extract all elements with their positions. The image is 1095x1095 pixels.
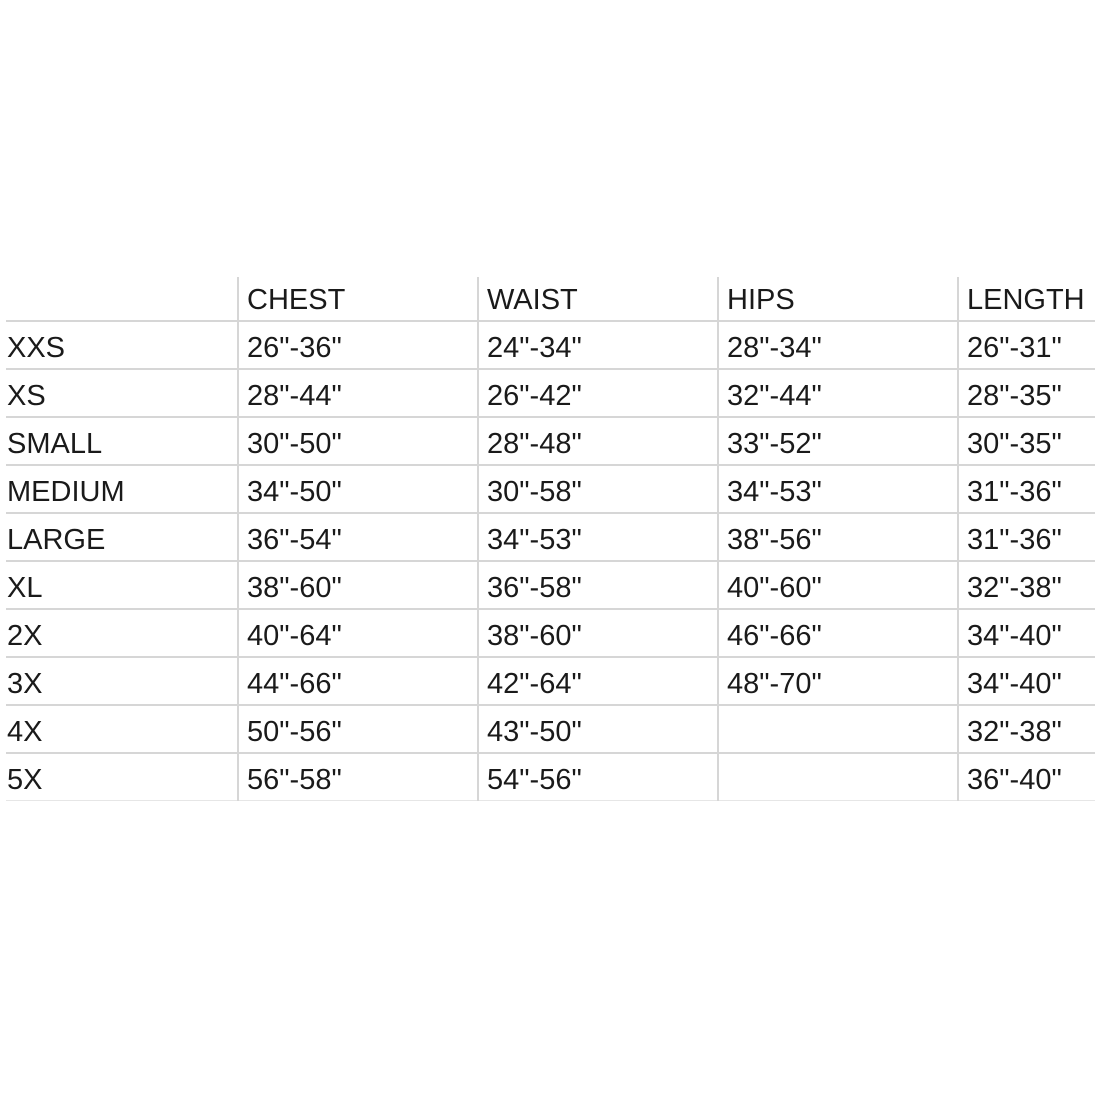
- length-cell: 30"-35": [958, 417, 1095, 465]
- hips-cell: 38"-56": [718, 513, 958, 561]
- size-label-cell: XS: [6, 369, 238, 417]
- table-row: [6, 465, 1095, 513]
- waist-cell: 34"-53": [478, 513, 718, 561]
- hips-cell: 32"-44": [718, 369, 958, 417]
- hips-cell: 28"-34": [718, 321, 958, 369]
- size-label-cell: 5X: [6, 753, 238, 801]
- length-cell: 34"-40": [958, 609, 1095, 657]
- size-label-cell: 3X: [6, 657, 238, 705]
- chest-cell: 56"-58": [238, 753, 478, 801]
- length-cell: 28"-35": [958, 369, 1095, 417]
- waist-cell: 36"-58": [478, 561, 718, 609]
- length-cell: 36"-40": [958, 753, 1095, 801]
- waist-cell: 54"-56": [478, 753, 718, 801]
- chest-cell: 30"-50": [238, 417, 478, 465]
- table-row: [6, 513, 1095, 561]
- chest-cell: 26"-36": [238, 321, 478, 369]
- waist-cell: 28"-48": [478, 417, 718, 465]
- size-label-cell: LARGE: [6, 513, 238, 561]
- hips-cell: 33"-52": [718, 417, 958, 465]
- hips-cell: 40"-60": [718, 561, 958, 609]
- table-row: [6, 753, 1095, 801]
- chest-cell: 36"-54": [238, 513, 478, 561]
- hips-cell: [718, 753, 958, 801]
- size-label-cell: XL: [6, 561, 238, 609]
- chest-cell: 44"-66": [238, 657, 478, 705]
- table-row: [6, 705, 1095, 753]
- chest-cell: 50"-56": [238, 705, 478, 753]
- chest-cell: 28"-44": [238, 369, 478, 417]
- column-header-length: LENGTH: [958, 277, 1095, 321]
- column-header-waist: WAIST: [478, 277, 718, 321]
- waist-cell: 38"-60": [478, 609, 718, 657]
- chest-cell: 40"-64": [238, 609, 478, 657]
- length-cell: 31"-36": [958, 513, 1095, 561]
- length-cell: 26"-31": [958, 321, 1095, 369]
- hips-cell: 48"-70": [718, 657, 958, 705]
- hips-cell: [718, 705, 958, 753]
- hips-cell: 46"-66": [718, 609, 958, 657]
- column-header-chest: CHEST: [238, 277, 478, 321]
- length-cell: 32"-38": [958, 561, 1095, 609]
- table-row: [6, 321, 1095, 369]
- column-header-hips: HIPS: [718, 277, 958, 321]
- length-cell: 31"-36": [958, 465, 1095, 513]
- waist-cell: 42"-64": [478, 657, 718, 705]
- hips-cell: 34"-53": [718, 465, 958, 513]
- size-label-cell: 2X: [6, 609, 238, 657]
- chest-cell: 38"-60": [238, 561, 478, 609]
- size-label-cell: XXS: [6, 321, 238, 369]
- table-row: [6, 369, 1095, 417]
- waist-cell: 24"-34": [478, 321, 718, 369]
- table-row: [6, 417, 1095, 465]
- size-label-cell: MEDIUM: [6, 465, 238, 513]
- length-cell: 32"-38": [958, 705, 1095, 753]
- waist-cell: 26"-42": [478, 369, 718, 417]
- chest-cell: 34"-50": [238, 465, 478, 513]
- table-header-row: [6, 277, 1095, 321]
- table-row: [6, 561, 1095, 609]
- table-row: [6, 609, 1095, 657]
- size-chart-table: [6, 277, 1095, 801]
- size-label-cell: 4X: [6, 705, 238, 753]
- waist-cell: 43"-50": [478, 705, 718, 753]
- waist-cell: 30"-58": [478, 465, 718, 513]
- table-row: [6, 657, 1095, 705]
- length-cell: 34"-40": [958, 657, 1095, 705]
- size-label-cell: SMALL: [6, 417, 238, 465]
- column-header-size: [6, 277, 238, 321]
